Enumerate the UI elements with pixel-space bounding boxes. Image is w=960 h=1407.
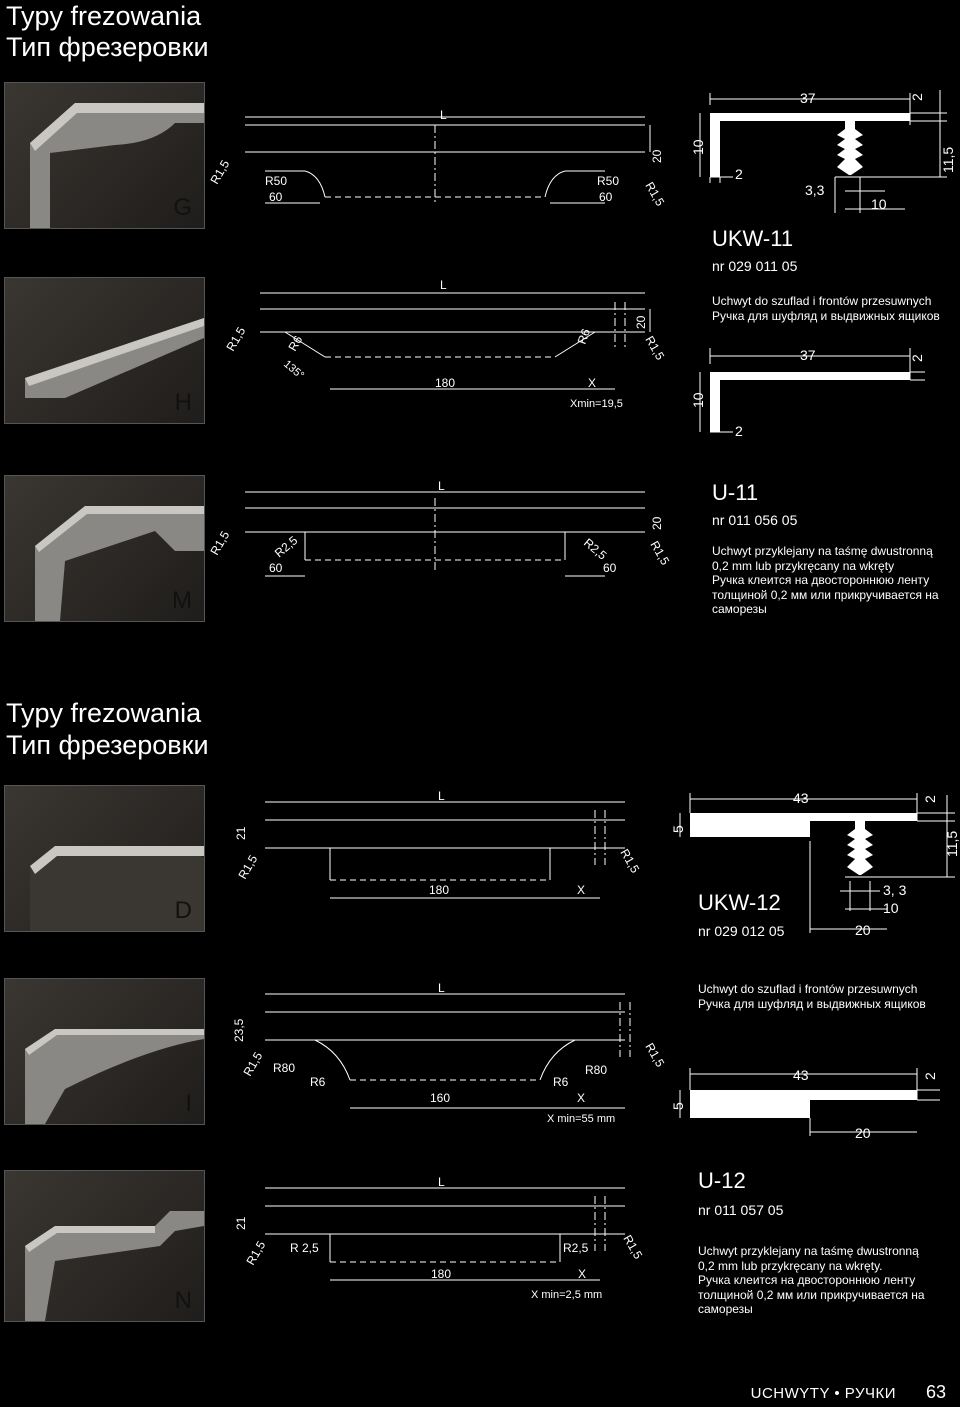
section2-title-ru: Тип фрезеровки	[6, 730, 209, 760]
label-180: 180	[431, 1267, 452, 1281]
label-r50-left: R50	[265, 174, 288, 188]
label-r6-left: R6	[285, 333, 306, 354]
label-l: L	[438, 1175, 445, 1189]
label-x: X	[577, 1091, 586, 1105]
desc-u-11: Uchwyt przyklejany na taśmę dwustronną 0,2 mm lub przykręcany na wkręty Ручка клеится на двостороннюю ленту толщиной 0,2 мм или прикручивается на саморезы	[712, 544, 939, 616]
section-ukw-11	[685, 85, 955, 220]
label-r-right: R1,5	[642, 1040, 668, 1070]
label-r6-right: R6	[553, 1075, 569, 1089]
label-60-left: 60	[269, 190, 283, 204]
profile-shape-u12	[690, 1090, 917, 1118]
dim-2-bottom: 2	[735, 166, 743, 182]
dim-2-top: 2	[922, 1072, 938, 1080]
section2-title-pl: Typy frezowania	[6, 698, 202, 728]
dim-20: 20	[855, 1125, 871, 1141]
desc-ukw-12: Uchwyt do szuflad i frontów przesuwnych Ручка для шуфляд и выдвижных ящиков	[698, 982, 926, 1011]
label-r-right: R1,5	[647, 538, 673, 568]
dim-10: 10	[690, 139, 706, 155]
dim-37: 37	[800, 347, 816, 363]
model-u-11: U-11	[712, 480, 759, 505]
label-21: 21	[234, 1216, 248, 1230]
label-60-right: 60	[603, 561, 617, 575]
label-x: X	[588, 376, 597, 390]
label-r80-left: R80	[273, 1061, 296, 1075]
nr-ukw-11: nr 029 011 05	[712, 258, 798, 274]
label-r-right: R1,5	[617, 846, 643, 876]
handle-photo-i	[5, 979, 204, 1124]
photo-profile-n	[4, 1170, 205, 1322]
label-20: 20	[634, 315, 648, 329]
label-20: 20	[650, 149, 664, 163]
drawing-profile-m	[205, 478, 675, 588]
label-235: 23,5	[232, 1018, 246, 1042]
label-r-left: R1,5	[223, 324, 249, 354]
profile-fin-ukw11	[837, 121, 863, 175]
dim-10: 10	[690, 392, 706, 408]
section-u-11	[685, 340, 945, 440]
label-r25-left: R2,5	[271, 533, 301, 561]
drawing-profile-h	[205, 277, 675, 412]
dim-3-3: 3,3	[805, 182, 825, 198]
profile-letter-g: G	[173, 194, 192, 221]
photo-profile-h	[4, 277, 205, 424]
nr-u-11: nr 011 056 05	[712, 512, 798, 528]
model-ukw-12: UKW-12	[698, 890, 781, 915]
label-xmin: X min=55 mm	[547, 1113, 616, 1125]
label-l: L	[440, 278, 447, 292]
label-r-left: R1,5	[207, 528, 233, 558]
label-r-left: R1,5	[207, 157, 233, 187]
profile-letter-h: H	[174, 389, 192, 416]
drawing-profile-n	[205, 1176, 645, 1306]
desc-ukw-11: Uchwyt do szuflad i frontów przesuwnych Ручка для шуфляд и выдвижных ящиков	[712, 294, 940, 323]
dim-3-3: 3, 3	[883, 882, 907, 898]
profile-letter-m: M	[172, 587, 192, 614]
photo-profile-g	[4, 82, 205, 229]
label-l: L	[440, 108, 447, 122]
drawing-profile-d	[205, 790, 645, 910]
label-180: 180	[435, 376, 456, 390]
label-l: L	[438, 981, 445, 995]
label-xmin: Xmin=19,5	[570, 398, 623, 410]
profile-shape-ukw12	[690, 813, 917, 837]
dim-2-top: 2	[909, 93, 925, 101]
desc-u-12: Uchwyt przyklejany na taśmę dwustronną 0,2 mm lub przykręcany na wkręty. Ручка клеится на двостороннюю ленту толщиной 0,2 мм или прикручивается на саморезы	[698, 1244, 925, 1316]
label-r-left: R1,5	[240, 1049, 266, 1079]
label-r50-right: R50	[597, 174, 620, 188]
nr-u-12: nr 011 057 05	[698, 1202, 784, 1218]
label-r6-left: R6	[310, 1075, 326, 1089]
dim-2-bottom: 2	[735, 423, 743, 439]
label-60-left: 60	[269, 561, 283, 575]
section-ukw-12	[665, 785, 960, 945]
label-r-right: R1,5	[642, 333, 668, 363]
label-21: 21	[234, 826, 248, 840]
label-l: L	[438, 789, 445, 803]
label-r25-left: R 2,5	[290, 1241, 319, 1255]
label-r-right: R1,5	[642, 179, 668, 209]
model-ukw-11: UKW-11	[712, 226, 794, 251]
label-160: 160	[430, 1091, 451, 1105]
label-x: X	[577, 883, 586, 897]
profile-letter-i: I	[185, 1090, 192, 1117]
photo-profile-d	[4, 785, 205, 932]
dim-2-top: 2	[922, 795, 938, 803]
profile-fin-ukw12	[847, 821, 873, 875]
dim-5: 5	[670, 825, 686, 833]
label-l: L	[438, 479, 445, 493]
label-r6-right: R6	[574, 326, 594, 347]
label-r-right: R1,5	[620, 1232, 646, 1262]
label-r80-right: R80	[585, 1063, 608, 1077]
dim-11-5: 11,5	[944, 830, 960, 857]
drawing-profile-i	[205, 981, 668, 1132]
dim-20: 20	[855, 922, 871, 938]
dim-5: 5	[670, 1102, 686, 1110]
dim-43: 43	[793, 1067, 809, 1083]
drawing-profile-g	[205, 105, 675, 215]
nr-ukw-12: nr 029 012 05	[698, 923, 785, 939]
section-title-pl: Typy frezowania	[6, 1, 202, 31]
dim-11-5: 11,5	[940, 146, 956, 173]
dim-2-top: 2	[909, 354, 925, 362]
dim-43: 43	[793, 790, 809, 806]
profile-letter-d: D	[174, 897, 192, 924]
label-r25-right: R2,5	[563, 1241, 589, 1255]
label-r-left: R1,5	[243, 1238, 269, 1268]
dim-37: 37	[800, 90, 816, 106]
footer-title: UCHWYTY • РУЧКИ	[750, 1385, 896, 1402]
photo-profile-i	[4, 978, 205, 1125]
label-xmin: X min=2,5 mm	[531, 1289, 603, 1301]
label-20: 20	[650, 516, 664, 530]
photo-profile-m	[4, 475, 205, 622]
label-r25-right: R2,5	[581, 535, 610, 563]
dim-10: 10	[883, 900, 899, 916]
label-x: X	[578, 1267, 587, 1281]
section-title-ru: Тип фрезеровки	[6, 32, 209, 62]
page-number: 63	[925, 1382, 946, 1402]
section-u-12	[665, 1060, 955, 1150]
label-180: 180	[429, 883, 450, 897]
profile-letter-n: N	[174, 1287, 192, 1314]
label-r-left: R1,5	[235, 852, 261, 882]
label-60-right: 60	[599, 190, 613, 204]
model-u-12: U-12	[698, 1168, 746, 1193]
label-angle: 135°	[281, 358, 307, 382]
dim-10-bottom: 10	[871, 196, 887, 212]
